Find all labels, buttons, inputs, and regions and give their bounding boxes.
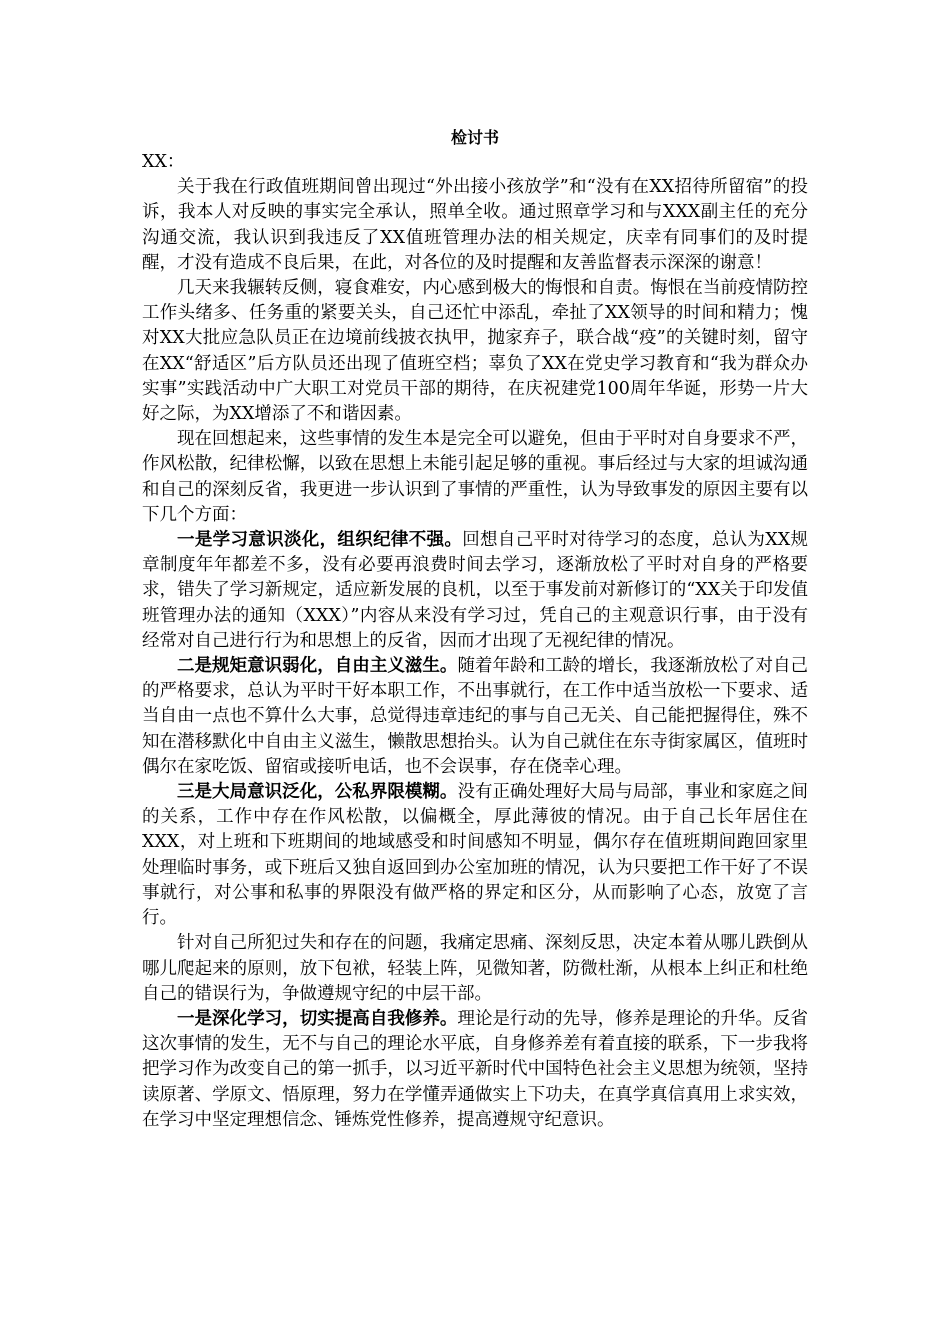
paragraph-lead: 二是规矩意识弱化，自由主义滋生。 [177, 656, 458, 677]
paragraph-2 [142, 276, 808, 427]
paragraph-text: 针对自己所犯过失和存在的问题，我痛定思痛、深刻反思，决定本着从哪儿跌倒从哪儿爬起来的原则，放下包袱，轻装上阵，见微知著，防微杜渐，从根本上纠正和杜绝自己的错误行为，争做遵规守纪的中层干部。 [142, 933, 808, 1004]
paragraph-text: 现在回想起来，这些事情的发生本是完全可以避免，但由于平时对自身要求不严，作风松散，纪律松懈，以致在思想上未能引起足够的重视。事后经过与大家的坦诚沟通和自己的深刻反省，我更进一步认识到了事情的严重性，认为导致事发的原因主要有以下几个方面： [142, 429, 808, 525]
paragraph-6 [142, 780, 808, 931]
paragraph-7 [142, 931, 808, 1007]
document-page [142, 125, 808, 1133]
salutation: XX： [142, 152, 185, 172]
paragraph-text: 几天来我辗转反侧，寝食难安，内心感到极大的悔恨和自责。悔恨在当前疫情防控工作头绪多、任务重的紧要关头，自己还忙中添乱，牵扯了XX领导的时间和精力；愧对XX大批应急队员正在边境前线披衣执甲，抛家弃子，联合战“疫”的关键时刻，留守在XX“舒适区”后方队员还出现了值班空档；辜负了XX在党史学习教育和“我为群众办实事”实践活动中广大职工对党员干部的期待，在庆祝建党100周年华诞，形势一片大好之际，为XX增添了不和谐因素。 [142, 278, 808, 425]
paragraph-4 [142, 528, 808, 654]
paragraph-8 [142, 1007, 808, 1133]
paragraph-text: 理论是行动的先导，修养是理论的升华。反省这次事情的发生，无不与自己的理论水平底，自身修养差有着直接的联系，下一步我将把学习作为改变自己的第一抓手，以习近平新时代中国特色社会主义思想为统领，坚持读原著、学原文、悟原理，努力在学懂弄通做实上下功夫，在真学真信真用上求实效，在学习中坚定理想信念、锤炼党性修养，提高遵规守纪意识。 [142, 1008, 809, 1130]
paragraph-text: 随着年龄和工龄的增长，我逐渐放松了对自己的严格要求，总认为平时干好本职工作，不出事就行，在工作中适当放松一下要求、适当自由一点也不算什么大事，总觉得违章违纪的事与自己无关、自己能把握得住，殊不知在潜移默化中自由主义滋生，懒散思想抬头。认为自己就住在东寺街家属区，值班时偶尔在家吃饭、留宿或接听电话，也不会误事，存在侥幸心理。 [142, 656, 809, 777]
paragraph-lead: 三是大局意识泛化，公私界限模糊。 [177, 782, 458, 803]
paragraph-lead: 一是学习意识淡化，组织纪律不强。 [177, 530, 463, 551]
paragraph-text: 没有正确处理好大局与局部，事业和家庭之间的关系，工作中存在作风松散，以偏概全，厚此薄彼的情况。由于自己长年居住在XXX，对上班和下班期间的地域感受和时间感知不明显，偶尔存在值班期间跑回家里处理临时事务，或下班后又独自返回到办公室加班的情况，认为只要把工作干好了不误事就行，对公事和私事的界限没有做严格的界定和区分，从而影响了心态，放宽了言行。 [142, 782, 809, 929]
paragraph-1 [142, 175, 808, 276]
paragraph-text: 关于我在行政值班期间曾出现过“外出接小孩放学”和“没有在XX招待所留宿”的投诉，我本人对反映的事实完全承认，照单全收。通过照章学习和与XXX副主任的充分沟通交流，我认识到我违反了XX值班管理办法的相关规定，庆幸有同事们的及时提醒，才没有造成不良后果，在此，对各位的及时提醒和友善监督表示深深的谢意！ [142, 177, 808, 273]
paragraph-5 [142, 654, 808, 780]
paragraph-lead: 一是深化学习，切实提高自我修养。 [177, 1008, 458, 1029]
document-title: 检讨书 [450, 128, 499, 147]
paragraph-text: 回想自己平时对待学习的态度，总认为XX规章制度年年都差不多，没有必要再浪费时间去学习，逐渐放松了平时对自身的严格要求，错失了学习新规定，适应新发展的良机，以至于事发前对新修订的“XX关于印发值班管理办法的通知（XXX）”内容从来没有学习过，凭自己的主观意识行事，由于没有经常对自己进行行为和思想上的反省，因而才出现了无视纪律的情况。 [142, 530, 808, 651]
paragraph-3 [142, 427, 808, 528]
